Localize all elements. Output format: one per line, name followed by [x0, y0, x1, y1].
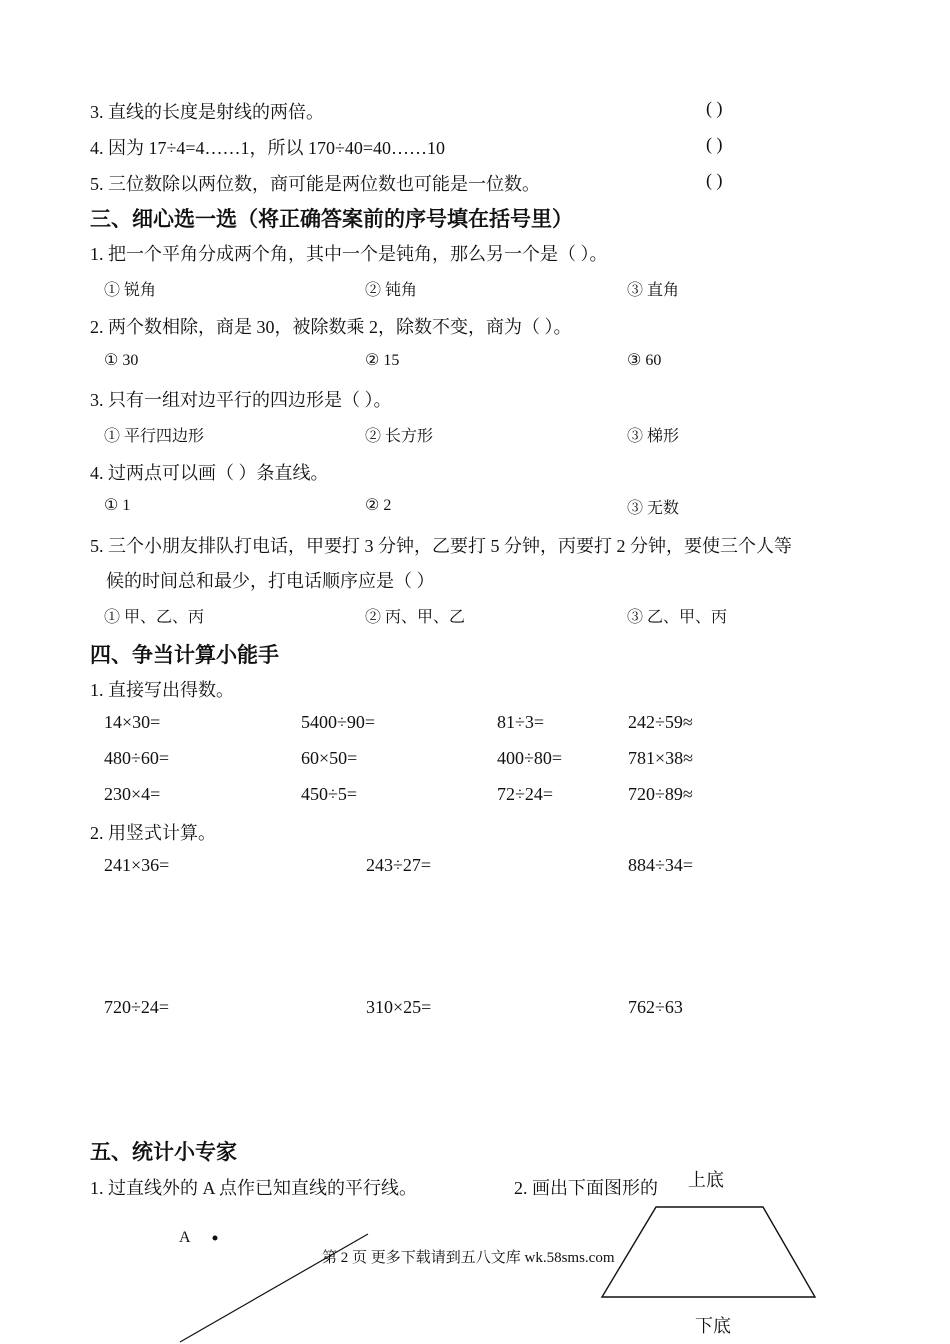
- choice-1-option-2: ② 钝角: [365, 282, 418, 299]
- direct-calc-item: 72÷24=: [497, 784, 554, 804]
- choice-question-1: 1. 把一个平角分成两个角，其中一个是钝角，那么另一个是（ ）。: [90, 244, 608, 264]
- direct-calc-item: 60×50=: [301, 748, 358, 768]
- direct-calc-item: 781×38≈: [628, 748, 694, 768]
- point-a: [213, 1236, 218, 1241]
- direct-calc-item: 242÷59≈: [628, 712, 693, 732]
- direct-calc-item: 480÷60=: [104, 748, 170, 768]
- choice-5-option-1: ① 甲、乙、丙: [104, 609, 205, 626]
- direct-calc-item: 230×4=: [104, 784, 161, 804]
- choice-2-option-2: ② 15: [365, 352, 400, 369]
- choice-question-5: 5. 三个小朋友排队打电话，甲要打 3 分钟，乙要打 5 分钟，丙要打 2 分钟，要使三个人等: [90, 536, 792, 556]
- judge-paren-4[interactable]: ( ): [706, 134, 723, 154]
- choice-3-option-2: ② 长方形: [365, 428, 434, 445]
- direct-calc-item: 14×30=: [104, 712, 161, 732]
- direct-calc-item: 720÷89≈: [628, 784, 693, 804]
- direct-calc-title: 1. 直接写出得数。: [90, 680, 234, 700]
- top-base-label: 上底: [688, 1170, 724, 1190]
- choice-question-4: 4. 过两点可以画（ ）条直线。: [90, 463, 329, 483]
- choice-question-5-line2: 候的时间总和最少，打电话顺序应是（ ）: [106, 571, 435, 591]
- vertical-calc-item: 243÷27=: [366, 855, 432, 875]
- trapezoid: [602, 1207, 815, 1297]
- choice-1-option-1: ① 锐角: [104, 282, 157, 299]
- choice-4-option-1: ① 1: [104, 497, 131, 514]
- choice-1-option-3: ③ 直角: [627, 282, 680, 299]
- choice-5-option-3: ③ 乙、甲、丙: [627, 609, 728, 626]
- parallel-line-question: 1. 过直线外的 A 点作已知直线的平行线。: [90, 1178, 418, 1198]
- direct-calc-item: 81÷3=: [497, 712, 545, 732]
- direct-calc-item: 400÷80=: [497, 748, 563, 768]
- choice-2-option-3: ③ 60: [627, 352, 662, 369]
- trapezoid-question: 2. 画出下面图形的: [514, 1178, 658, 1198]
- vertical-calc-title: 2. 用竖式计算。: [90, 823, 216, 843]
- choice-5-option-2: ② 丙、甲、乙: [365, 609, 466, 626]
- vertical-calc-item: 720÷24=: [104, 997, 170, 1017]
- vertical-calc-item: 241×36=: [104, 855, 170, 875]
- page-footer: 第 2 页 更多下载请到五八文库 wk.58sms.com: [322, 1250, 615, 1266]
- judge-item-3: 3. 直线的长度是射线的两倍。: [90, 102, 324, 122]
- choice-3-option-1: ① 平行四边形: [104, 428, 205, 445]
- judge-item-4: 4. 因为 17÷4=4……1，所以 170÷40=40……10: [90, 138, 446, 158]
- choice-4-option-3: ③ 无数: [627, 500, 680, 517]
- vertical-calc-item: 762÷63: [628, 997, 683, 1017]
- choice-4-option-2: ② 2: [365, 497, 392, 514]
- section-heading-stats: 五、统计小专家: [90, 1140, 237, 1164]
- judge-paren-3[interactable]: ( ): [706, 98, 723, 118]
- vertical-calc-item: 310×25=: [366, 997, 432, 1017]
- judge-paren-5[interactable]: ( ): [706, 170, 723, 190]
- section-heading-calc: 四、争当计算小能手: [90, 643, 279, 667]
- direct-calc-item: 450÷5=: [301, 784, 358, 804]
- section-heading-choice: 三、细心选一选（将正确答案前的序号填在括号里）: [90, 207, 573, 231]
- judge-item-5: 5. 三位数除以两位数，商可能是两位数也可能是一位数。: [90, 174, 540, 194]
- choice-3-option-3: ③ 梯形: [627, 428, 680, 445]
- choice-2-option-1: ① 30: [104, 352, 139, 369]
- vertical-calc-item: 884÷34=: [628, 855, 694, 875]
- point-a-label: A: [179, 1229, 191, 1246]
- bottom-base-label: 下底: [695, 1316, 731, 1336]
- direct-calc-item: 5400÷90=: [301, 712, 376, 732]
- choice-question-3: 3. 只有一组对边平行的四边形是（ ）。: [90, 390, 392, 410]
- choice-question-2: 2. 两个数相除，商是 30，被除数乘 2，除数不变，商为（ ）。: [90, 317, 572, 337]
